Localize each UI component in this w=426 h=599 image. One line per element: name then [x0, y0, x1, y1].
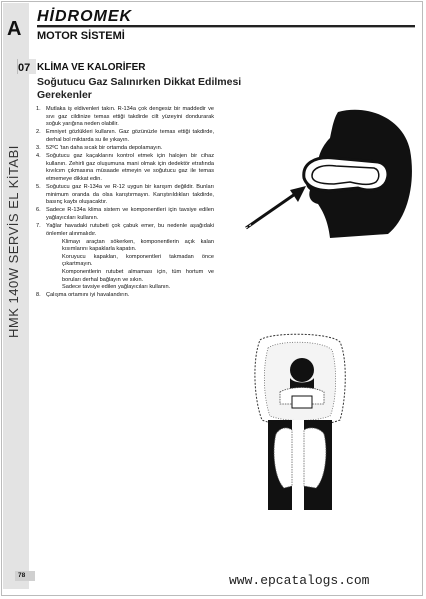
- sub-paragraph: Klimayı araçtan sökerken, komponentlerin açık kalan kısımlarını kapaklarla kapatın.: [62, 238, 214, 253]
- list-item: 6. Sadece R-134a klima sistem ve komponentleri için tavsiye edilen yağlayıcıları kullanın.: [36, 207, 214, 221]
- sub-paragraph: Komponentlerin rutubet almaması için, tüm hortum ve boruları derhal bağlayın ve sıkın.: [62, 268, 214, 283]
- body-text: [36, 106, 214, 300]
- page-number: 78: [18, 572, 26, 579]
- list-item: 4. Soğutucu gaz kaçaklarını kontrol etmek için halojen bir cihaz kullanın. Zehirli gaz oluşumuna mani olmak için dedektör etrafında kıvılcım çıkmasına müsaade etmeyin ve soğutucu gaz ile temas etmemeye dikkat edin.: [36, 153, 214, 182]
- lungs-warning-illustration: [250, 330, 350, 530]
- list-item: 2. Emniyet gözlükleri kullanın. Gaz gözünüzle temas ettiği takdirde, derhal bol miktarda su ile yıkayın.: [36, 129, 214, 143]
- chapter-number: 07: [18, 62, 31, 74]
- chapter-title: KLİMA VE KALORİFER: [37, 62, 146, 73]
- list-item: 7. Yağlar havadaki rutubeti çok çabuk emer, bu nedenle aşağıdaki önlemler alınmalıdır.: [36, 222, 214, 237]
- list-item: 1. Mutlaka iş eldivenleri takın. R-134a çok dengesiz bir maddedir ve sıvı gaz cildinize temas ettiği takdirde cilt yüzeyini dondurarak soğuk yarığına neden olabilir.: [36, 106, 214, 128]
- list-item: 8. Çalışma ortamını iyi havalandırın.: [36, 291, 130, 298]
- list-item: 3. 52ºC 'tan daha sıcak bir ortamda depolamayın.: [36, 144, 163, 151]
- brand-logo: HİDROMEK: [37, 8, 133, 25]
- subtitle: Soğutucu Gaz Salınırken Dikkat Edilmesi Gerekenler: [37, 76, 242, 101]
- goggles-illustration: [238, 100, 418, 240]
- list-item: 5. Soğutucu gaz R-134a ve R-12 uygun bir karışım değildir. Bunları minimum oranda da olsa karıştırmayın. Karıştırıldıkları takdirde, basınç kaybı oluşacaktır.: [36, 183, 214, 206]
- section-letter: A: [7, 18, 22, 40]
- header-rule-thin: [37, 27, 415, 28]
- section-title: MOTOR SİSTEMİ: [37, 30, 125, 42]
- watermark: www.epcatalogs.com: [229, 573, 370, 588]
- sub-paragraph: Sadece tavsiye edilen yağlayıcıları kullanın.: [62, 284, 171, 291]
- sub-paragraph: Koruyucu kapakları, komponentleri takmadan önce çıkartmayın.: [62, 253, 214, 268]
